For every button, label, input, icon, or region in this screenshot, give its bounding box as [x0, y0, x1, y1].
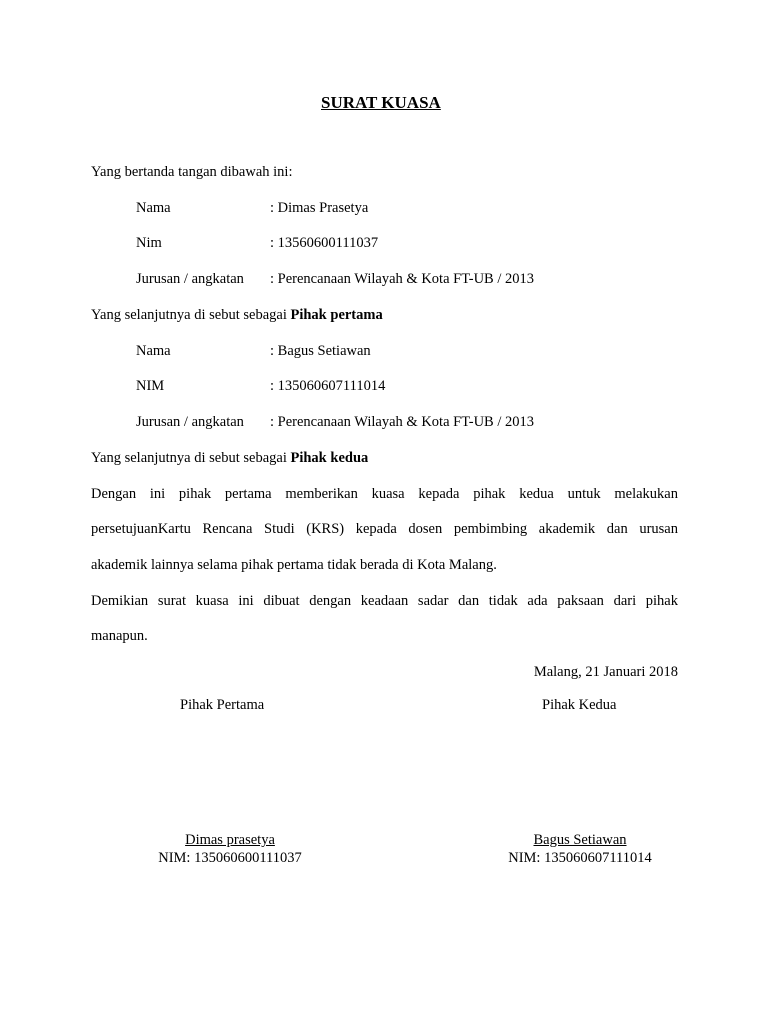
second-party-major-value: : Perencanaan Wilayah & Kota FT-UB / 2013: [270, 414, 534, 430]
signature-role-first: Pihak Pertama: [180, 697, 265, 713]
second-party-major-label: Jurusan / angkatan: [136, 414, 244, 430]
place-date: Malang, 21 Januari 2018: [533, 664, 678, 680]
signatory-name: Bagus Setiawan: [533, 832, 627, 848]
first-party-major-label: Jurusan / angkatan: [136, 271, 244, 287]
designation-bold: Pihak pertama: [290, 307, 383, 323]
body-line: persetujuanKartu Rencana Studi (KRS) kepada dosen pembimbing akademik dan urusan: [91, 521, 678, 537]
first-party-name-value: : Dimas Prasetya: [270, 200, 369, 216]
second-party-nim-label: NIM: [136, 378, 165, 394]
first-party-name-label: Nama: [136, 200, 171, 216]
signatory-first: [130, 831, 330, 867]
designation-text: Yang selanjutnya di sebut sebagai: [91, 450, 291, 466]
body-line: Dengan ini pihak pertama memberikan kuasa kepada pihak kedua untuk melakukan: [91, 486, 678, 502]
first-party-designation: [91, 306, 383, 324]
second-party-nim-value: : 135060607111014: [270, 378, 386, 394]
signatory-nim: NIM: 135060600111037: [158, 850, 302, 866]
signatory-nim: NIM: 135060607111014: [508, 850, 652, 866]
designation-text: Yang selanjutnya di sebut sebagai: [91, 307, 291, 323]
designation-bold: Pihak kedua: [290, 450, 369, 466]
intro-text: Yang bertanda tangan dibawah ini:: [91, 164, 293, 180]
second-party-name-label: Nama: [136, 343, 171, 359]
second-party-name-value: : Bagus Setiawan: [270, 343, 371, 359]
body-line: akademik lainnya selama pihak pertama tidak berada di Kota Malang.: [91, 557, 497, 573]
letter-title: SURAT KUASA: [321, 93, 441, 112]
closing-line: manapun.: [91, 628, 148, 644]
signatory-second: [480, 831, 680, 867]
signature-role-second: Pihak Kedua: [542, 697, 617, 713]
first-party-nim-label: Nim: [136, 235, 162, 251]
second-party-designation: [91, 449, 368, 467]
first-party-nim-value: : 13560600111037: [270, 235, 379, 251]
closing-line: Demikian surat kuasa ini dibuat dengan keadaan sadar dan tidak ada paksaan dari pihak: [91, 593, 678, 609]
signatory-name: Dimas prasetya: [185, 832, 275, 848]
first-party-major-value: : Perencanaan Wilayah & Kota FT-UB / 2013: [270, 271, 534, 287]
